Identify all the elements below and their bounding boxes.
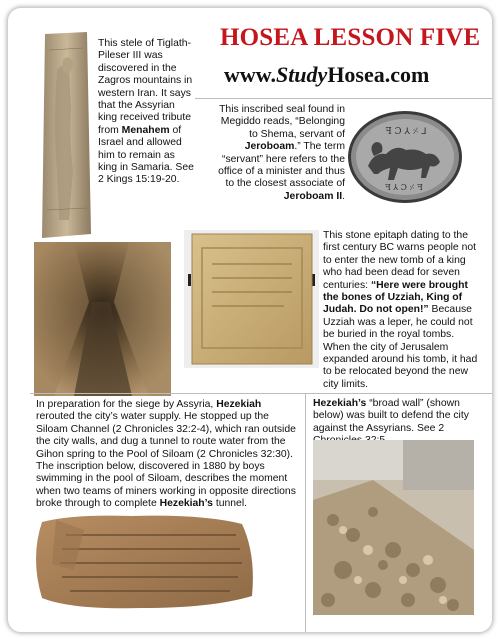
seal-image: [346, 108, 464, 206]
svg-text:ꟻ ⅄ Ɔ ⸓ ꟻ: ꟻ ⅄ Ɔ ⸓ ꟻ: [385, 183, 423, 192]
stele-caption: This stele of Tiglath-Pileser III was discovered in the Zagros mountains in western Iran. It says that the Assyrian king received tribute from Menahem of Israel and allowed him to remain as king in Samaria. See 2 Kings 15:19-20.: [98, 38, 194, 186]
lesson-page: [7, 7, 493, 633]
website-url: www.StudyHosea.com: [224, 62, 430, 87]
epitaph-stone-image: [184, 230, 319, 368]
page-title: HOSEA LESSON FIVE: [220, 24, 481, 51]
stele-image: [39, 30, 94, 240]
epitaph-caption: This stone epitaph dating to the first century BC warns people not to enter the new tomb of a king who had been dead for seven centuries: “Here were brought the bones of Uzziah, King of Judah. Do not open!” Because Uzziah was a leper, he could not be buried in the royal tombs. When the city of Jerusalem expanded around his tomb, it had to be relocated beyond the new city limits.: [323, 230, 478, 390]
column-divider: [305, 394, 306, 632]
seal-caption: This inscribed seal found in Megiddo reads, “Belonging to Shema, servant of Jeroboam.” The term “servant” here refers to the office of a minister and thus to the closest associate of Jeroboam II.: [218, 104, 345, 202]
wall-caption: Hezekiah’s “broad wall” (shown below) was built to defend the city against the Assyrians. See 2: [313, 398, 469, 434]
header-rule: [195, 98, 492, 99]
siloam-inscription-image: [36, 512, 258, 612]
tunnel-caption: In preparation for the siege by Assyria, Hezekiah rerouted the city’s water supply. He stopped up the Siloam Channel (2 Chronicles 32:2-4), which ran outside the city walls, and dug a tunnel to route water from the Gihon spring to the Pool of Siloam (2 Chronicles 32:30). The inscription below, discovered in 1880 by boys swimming in the pool of Siloam, describes the moment when two teams of miners working in opposite directions broke through to complete Hezekiah’s tunnel.: [36, 399, 296, 510]
mid-rule: [30, 393, 492, 394]
tunnel-image: [34, 242, 171, 396]
svg-text:ꟻ Ɔ ⅄ ⸓ ⅃: ꟻ Ɔ ⅄ ⸓ ⅃: [385, 127, 427, 137]
broad-wall-image: [313, 440, 474, 615]
